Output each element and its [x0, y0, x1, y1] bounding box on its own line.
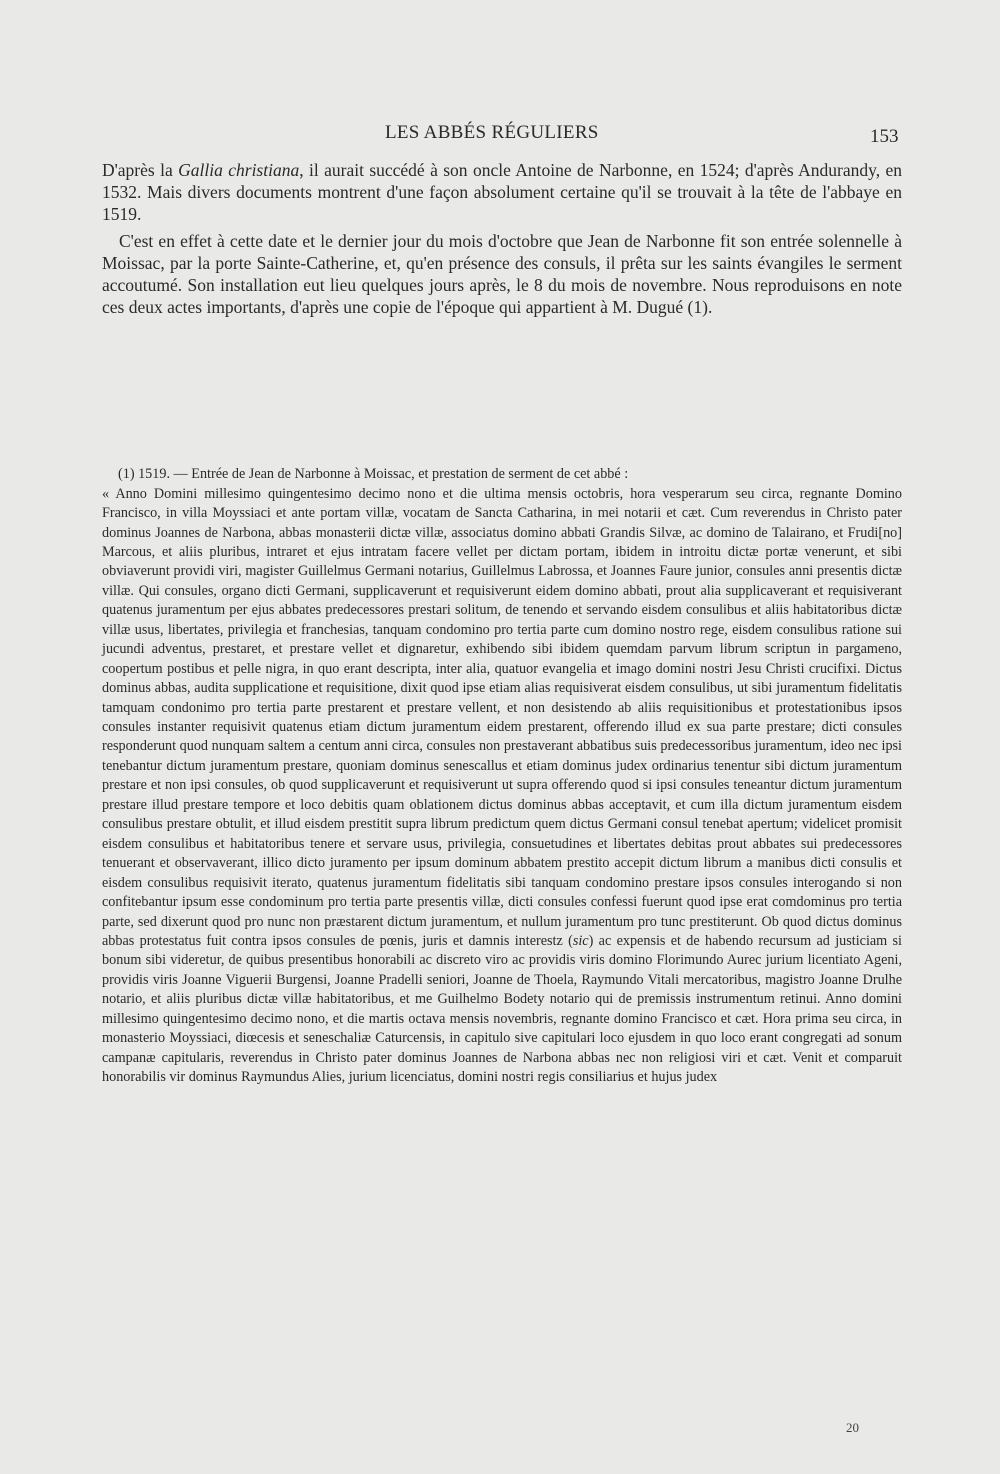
gallia-christiana-title: Gallia christiana	[178, 160, 300, 180]
footnote-text-end: ) ac expensis et de habendo recursum ad justiciam si bonum sibi videretur, de quibus presentibus honorabili ac discreto viro ac providis viris domino Florimundo Aurec jurium licentiato Ageni, providis viris Joanne Viguerii Burgensi, Joanne Pradelli seniori, Joanne de Thoela, Raymundo Vitali mercatoribus, magistro Joanne Drulhe notario, et aliis pluribus dictæ villæ habitatoribus, et me Guilhelmo Bodety notario qui de premissis instrumentum retinui. Anno domini millesimo quingentesimo decimo nono, et die martis octava mensis novembris, regnante domino Francisco et cæt. Hora prima seu circa, in monasterio Moyssiaci, diœcesis et seneschaliæ Caturcensis, in capitulo sive capitulari loco ejusdem in quo loco erant congregati ad sonum campanæ capitularis, reverendus in Christo pater dominus Joannes de Narbona abbas nec non religiosi viri et cæt. Venit et comparuit honorabilis vir dominus Raymundus Alies, jurium licenciatus, domini nostri regis consiliarius et hujus judex	[102, 933, 902, 1086]
page-number: 153	[870, 126, 899, 147]
footnote-sic: sic	[572, 933, 589, 950]
paragraph-1-start: D'après la	[102, 160, 179, 180]
footnote	[102, 465, 902, 1088]
paragraph-2: C'est en effet à cette date et le dernier jour du mois d'octobre que Jean de Narbonne fit son entrée solennelle à Moissac, par la porte Sainte-Catherine, et, qu'en présence des consuls, il prêta sur les saints évangiles le serment accoutumé. Son installation eut lieu quelques jours après, le 8 du mois de novembre. Nous reproduisons en note ces deux actes importants, d'après une copie de l'époque qui appartient à M. Dugué (1).	[102, 231, 902, 317]
footnote-heading: (1) 1519. — Entrée de Jean de Narbonne à Moissac, et prestation de serment de cet abbé :	[118, 466, 629, 482]
footnote-text-start: « Anno Domini millesimo quingentesimo decimo nono et die ultima mensis octobris, hora vesperarum seu circa, regnante Domino Francisco, in villa Moyssiaci et ante portam villæ, vocatam de Sancta Catharina, in mei notarii et cæt. Cum reverendus in Christo pater dominus Joannes de Narbona, abbas monasterii dictæ villæ, associatus domino abbati Grandis Silvæ, ac domino de Talairano, et Frudi[no] Marcous, et aliis pluribus, intraret et ejus intratam facere vellet per dictam portam, ibidem in introitu dictæ portæ venerunt, et sibi obviaverunt providi viri, magister Guillelmus Germani notarius, Guillelmus Labrossa, et Joannes Faure junior, consules anni presentis dictæ villæ. Qui consules, organo dicti Germani, supplicaverunt et requisiverunt eidem domino abbati, prout alia supplicaverant et requisiverant quatenus juramentum per ejus abbates predecessores prestari solitum, de tenendo et servando eisdem consulibus et aliis habitatoribus dictæ villæ usus, libertates, privilegia et franchesias, tanquam condomino pro tertia parte cum domino nostro rege, eisdem consulibus ratione sui jucundi adventus, prestaret, et prestare vellet et dignaretur, exhibendo sibi ibidem quemdam parvum librum scriptun in pargameno, coopertum postibus et pelle nigra, in quo erant descripta, inter alia, quatuor evangelia et imago domini nostri Jesu Christi crucifixi. Dictus dominus abbas, audita supplicatione et requisitione, dixit quod ipse etiam alias requisiverat eisdem consulibus, ut sibi juramentum fidelitatis tamquam condonimo pro tertia parte prestarent et prestare vellent, et non desistendo ab aliis requisitionibus et protestationibus ipsos consules instanter requisivit quatenus etiam dictum juramentum eidem prestarent, offerendo illud ex sua parte prestare; dicti consules responderunt quod nunquam saltem a centum anni circa, consules non prestaverant abbatibus suis predecessoribus juramentum, ideo nec ipsi tenebantur dictum juramentum prestare, quoniam dominus senescallus et etiam dominus judex ordinarius tenentur sibi dictum juramentum prestare et non ipsi consules, ob quod supplicaverunt et requisiverunt ut supra offerendo quod si ipsi consules teneantur dictum juramentum prestare illud prestare tempore et loco debitis quam oblationem dictus dominus abbas acceptavit, et cum illa dictum juramentum eisdem consulibus prestare obtulit, et illud eisdem prestitit supra librum predictum quem dictus Germani consul tenebat apertum; videlicet promisit eisdem consulibus et habitatoribus tenere et servare usus, privilegia, consuetudines et libertates debitas prout abbates sui predecessores tenuerant et observaverant, illico dicto juramento per ipsum dominum abbatem prestito accepit dictum librum a manibus dicti consulis et eisdem consulibus requisivit iterato, quatenus juramentum fidelitatis sibi tanquam condomino prestare ipsos consules interogando si non confitebantur ipsum esse condominum pro tertia parte presentis villæ, dicti consules confessi fuerunt quod ipse erat comdominus pro tertia parte, sed dixerunt quod pro nunc non præstarent dictum juramentum, et nullum juramentum pro tunc prestiterunt. Ob quod dictus dominus abbas protestatus fuit contra ipsos consules de pœnis, juris et damnis interestz (	[102, 485, 902, 950]
paragraph-1-rest: , il aurait succédé à son oncle Antoine de Narbonne, en 1524; d'après Andurandy, en 1532. Mais divers documents montrent d'une façon absolument certaine qu'il se trouvait à la tête de l'abbaye en 1519.	[102, 160, 902, 224]
signature-mark: 20	[846, 1420, 859, 1435]
main-text	[102, 160, 902, 319]
paragraph-1	[102, 160, 902, 225]
running-title: LES ABBÉS RÉGULIERS	[385, 122, 599, 143]
footnote-body	[102, 485, 902, 1088]
running-header	[0, 122, 1000, 146]
